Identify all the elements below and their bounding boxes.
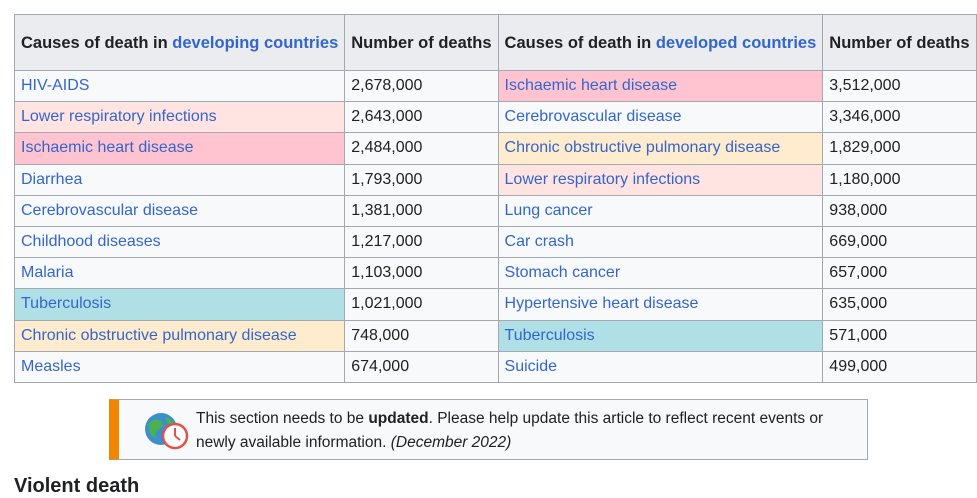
causes-of-death-table xyxy=(14,14,977,383)
developed-cause-link[interactable]: Cerebrovascular disease xyxy=(498,102,823,133)
update-notice-text: This section needs to be updated. Please help update this article to reflect recent events or newly available information. (December 2022) xyxy=(196,410,824,451)
developed-death-count: 1,180,000 xyxy=(823,164,976,195)
developing-death-count: 2,484,000 xyxy=(345,133,498,164)
developing-countries-link[interactable]: developing countries xyxy=(172,33,339,52)
developing-cause-link[interactable]: Childhood diseases xyxy=(15,226,345,257)
header-developed-causes: Causes of death in developed countries xyxy=(498,15,823,71)
developed-cause-link[interactable]: Lung cancer xyxy=(498,195,823,226)
developing-death-count: 1,381,000 xyxy=(345,195,498,226)
table-row xyxy=(15,71,977,102)
developed-cause-link[interactable]: Suicide xyxy=(498,351,823,382)
developed-cause-link[interactable]: Lower respiratory infections xyxy=(498,164,823,195)
table-row xyxy=(15,164,977,195)
developed-death-count: 635,000 xyxy=(823,289,976,320)
developed-cause-link[interactable]: Ischaemic heart disease xyxy=(498,71,823,102)
table-row xyxy=(15,258,977,289)
header-developed-deaths: Number of deaths xyxy=(823,15,976,71)
developed-death-count: 571,000 xyxy=(823,320,976,351)
table-row xyxy=(15,289,977,320)
notice-date: (December 2022) xyxy=(390,434,512,451)
developed-cause-link[interactable]: Stomach cancer xyxy=(498,258,823,289)
globe-clock-icon xyxy=(143,411,191,451)
developed-death-count: 657,000 xyxy=(823,258,976,289)
table-row xyxy=(15,320,977,351)
developed-death-count: 938,000 xyxy=(823,195,976,226)
developing-death-count: 748,000 xyxy=(345,320,498,351)
developed-cause-link[interactable]: Hypertensive heart disease xyxy=(498,289,823,320)
developing-death-count: 2,678,000 xyxy=(345,71,498,102)
header-developing-causes: Causes of death in developing countries xyxy=(15,15,345,71)
updated-emphasis: updated xyxy=(368,410,429,427)
developing-death-count: 674,000 xyxy=(345,351,498,382)
developing-death-count: 2,643,000 xyxy=(345,102,498,133)
table-row xyxy=(15,195,977,226)
developing-cause-link[interactable]: Diarrhea xyxy=(15,164,345,195)
developed-death-count: 3,346,000 xyxy=(823,102,976,133)
developing-death-count: 1,103,000 xyxy=(345,258,498,289)
developing-cause-link[interactable]: Chronic obstructive pulmonary disease xyxy=(15,320,345,351)
developing-cause-link[interactable]: Cerebrovascular disease xyxy=(15,195,345,226)
developing-cause-link[interactable]: Tuberculosis xyxy=(15,289,345,320)
developed-death-count: 499,000 xyxy=(823,351,976,382)
developing-death-count: 1,217,000 xyxy=(345,226,498,257)
section-heading-violent-death: Violent death xyxy=(14,475,140,497)
table-row xyxy=(15,351,977,382)
update-notice-box xyxy=(109,399,868,460)
developing-cause-link[interactable]: Measles xyxy=(15,351,345,382)
table-row xyxy=(15,133,977,164)
developing-cause-link[interactable]: Malaria xyxy=(15,258,345,289)
developed-countries-link[interactable]: developed countries xyxy=(655,33,817,52)
table-row xyxy=(15,226,977,257)
table-row xyxy=(15,102,977,133)
developing-cause-link[interactable]: HIV-AIDS xyxy=(15,71,345,102)
developing-death-count: 1,021,000 xyxy=(345,289,498,320)
developed-death-count: 669,000 xyxy=(823,226,976,257)
developed-death-count: 1,829,000 xyxy=(823,133,976,164)
header-developing-deaths: Number of deaths xyxy=(345,15,498,71)
developing-cause-link[interactable]: Ischaemic heart disease xyxy=(15,133,345,164)
table-header-row xyxy=(15,15,977,71)
developed-cause-link[interactable]: Car crash xyxy=(498,226,823,257)
developed-cause-link[interactable]: Chronic obstructive pulmonary disease xyxy=(498,133,823,164)
developing-death-count: 1,793,000 xyxy=(345,164,498,195)
developing-cause-link[interactable]: Lower respiratory infections xyxy=(15,102,345,133)
developed-cause-link[interactable]: Tuberculosis xyxy=(498,320,823,351)
developed-death-count: 3,512,000 xyxy=(823,71,976,102)
